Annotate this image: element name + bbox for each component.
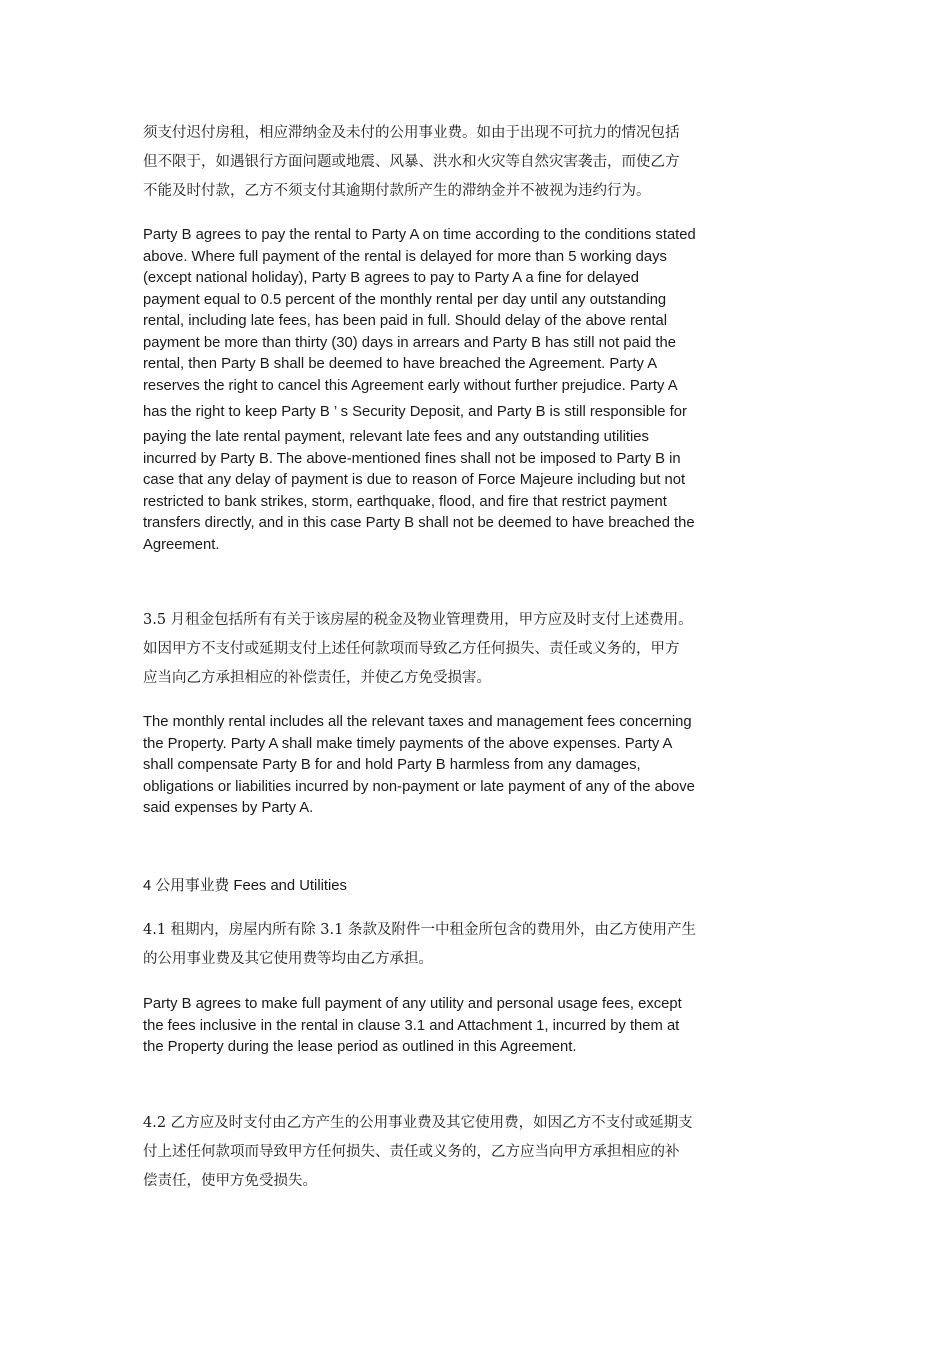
text-line: 3.5 月租金包括所有有关于该房屋的税金及物业管理费用，甲方应及时支付上述费用。: [143, 612, 693, 628]
text-line: 不能及时付款，乙方不须支付其逾期付款所产生的滞纳金并不被视为违约行为。: [143, 183, 651, 199]
text-line: the fees inclusive in the rental in clause 3.1 and Attachment 1, incurred by them at: [143, 1017, 680, 1034]
text-line: has the right to keep Party B ’ s Security Deposit, and Party B is still responsible for: [143, 404, 687, 420]
text-line: 4.2 乙方应及时支付由乙方产生的公用事业费及其它使用费，如因乙方不支付或延期支: [143, 1115, 693, 1131]
text-line: Party B agrees to make full payment of any utility and personal usage fees, except: [143, 996, 682, 1012]
text-line: payment be more than thirty (30) days in arrears and Party B has still not paid the: [143, 334, 676, 351]
text-line: 4.1 租期内，房屋内所有除 3.1 条款及附件一中租金所包含的费用外，由乙方使用产生: [143, 922, 696, 938]
text-line: Agreement.: [143, 536, 220, 553]
paragraph-late-payment-en: [143, 225, 696, 556]
clause-4-1-zh: [143, 916, 696, 974]
text-line: obligations or liabilities incurred by non-payment or late payment of any of the above: [143, 778, 695, 795]
paragraph-late-payment-zh: [143, 119, 680, 206]
text-line: transfers directly, and in this case Party B shall not be deemed to have breached the: [143, 515, 695, 531]
text-line: (except national holiday), Party B agrees to pay to Party A a fine for delayed: [143, 270, 639, 286]
clause-4-1-en: [143, 994, 682, 1059]
clause-4-2-zh: [143, 1109, 693, 1196]
text-line: 如因甲方不支付或延期支付上述任何款项而导致乙方任何损失、责任或义务的，甲方: [143, 641, 680, 657]
text-line: payment equal to 0.5 percent of the monthly rental per day until any outstanding: [143, 291, 667, 308]
text-line: 但不限于，如遇银行方面问题或地震、风暴、洪水和火灾等自然灾害袭击，而使乙方: [143, 154, 680, 170]
text-line: above. Where full payment of the rental is delayed for more than 5 working days: [143, 248, 667, 265]
text-line: incurred by Party B. The above-mentioned fines shall not be imposed to Party B in: [143, 450, 681, 467]
text-line: rental, including late fees, has been paid in full. Should delay of the above rental: [143, 313, 668, 329]
text-line: Party B agrees to pay the rental to Party A on time according to the conditions stated: [143, 227, 696, 243]
section-4-heading: 4 公用事业费 Fees and Utilities: [143, 878, 347, 894]
text-line: shall compensate Party B for and hold Party B harmless from any damages,: [143, 757, 641, 773]
text-line: the Property. Party A shall make timely payments of the above expenses. Party A: [143, 735, 673, 752]
text-line: paying the late rental payment, relevant late fees and any outstanding utilities: [143, 429, 649, 445]
text-line: 须支付迟付房租，相应滞纳金及未付的公用事业费。如由于出现不可抗力的情况包括: [143, 125, 680, 141]
text-line: said expenses by Party A.: [143, 800, 314, 816]
text-line: case that any delay of payment is due to reason of Force Majeure including but not: [143, 472, 686, 488]
text-line: 偿责任，使甲方免受损失。: [143, 1173, 317, 1189]
text-line: the Property during the lease period as outlined in this Agreement.: [143, 1039, 577, 1055]
text-line: 的公用事业费及其它使用费等均由乙方承担。: [143, 951, 433, 967]
text-line: restricted to bank strikes, storm, earthquake, flood, and fire that restrict payment: [143, 493, 667, 510]
text-line: The monthly rental includes all the relevant taxes and management fees concerning: [143, 714, 692, 730]
clause-3-5-en: [143, 712, 695, 820]
text-line: reserves the right to cancel this Agreement early without further prejudice. Party A: [143, 377, 678, 394]
text-line: 应当向乙方承担相应的补偿责任，并使乙方免受损害。: [143, 670, 491, 686]
clause-3-5-zh: [143, 606, 693, 693]
text-line: 付上述任何款项而导致甲方任何损失、责任或义务的，乙方应当向甲方承担相应的补: [143, 1144, 680, 1160]
text-line: rental, then Party B shall be deemed to have breached the Agreement. Party A: [143, 356, 658, 372]
